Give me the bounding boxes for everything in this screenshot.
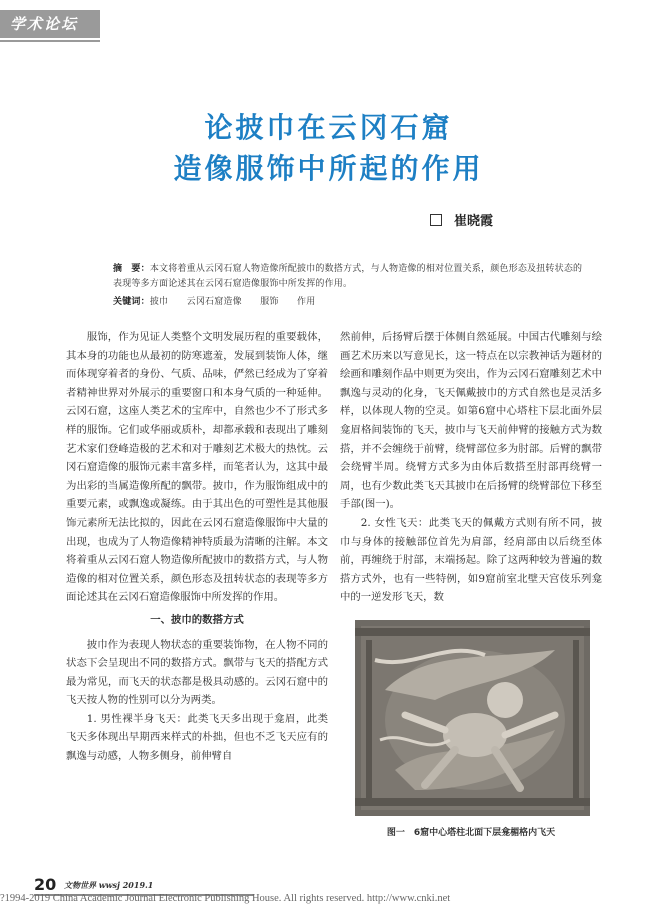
section-paragraph: 1. 男性裸半身飞天：此类飞天多出现于龛眉，此类飞天多体现出早期西来样式的朴拙，但也不乏飞天应有的飘逸与动感，人物多侧身，前伸臂自 (66, 712, 328, 763)
abstract-label: 摘 要： (113, 264, 150, 274)
column-tag: 学术论坛 (0, 10, 100, 38)
author-byline (430, 210, 493, 229)
page-number: 20 (34, 875, 57, 894)
journal-name: 文物世界 wwsj 2019.1 (64, 880, 154, 890)
keywords-text: 披巾 云冈石窟造像 服饰 作用 (149, 297, 316, 307)
figure-image (355, 620, 590, 816)
body-paragraph: 2. 女性飞天：此类飞天的佩戴方式则有所不同，披巾与身体的接触部位首先为肩部，经肩部由以后绕至体前，再缠绕于肘部，末端扬起。除了这两种较为普遍的数搭方式外，也有一些特例，如9窟前室北壁天宫伎乐列龛中的一逆发形飞天，数 (340, 516, 602, 604)
keywords-label: 关键词： (113, 297, 150, 307)
abstract-paragraph (113, 262, 583, 292)
intro-paragraph: 服饰，作为见证人类整个文明发展历程的重要载体，其本身的功能也从最初的防寒遮羞，发展到装饰人体，继而体现穿着者的身份、气质、品味，俨然已经成为了穿着者精神世界对外展示的重要窗口和本身气质的一种延伸。云冈石窟，这座人类艺术的宝库中，自然也少不了形式多样的服饰。它们或华丽或质朴，却都承载和表现出了雕刻艺术家们登峰造极的艺术和对于雕刻艺术极大的热忱。云冈石窟造像的服饰元素丰富多样，而笔者认为，这其中最为出彩的当属造像所配的飘带。披巾，作为服饰组成中的重要元素，或飘逸或凝练。由于其出色的可塑性是其他服饰元素所无法比拟的，因此在云冈石窟造像服饰中大量的出现，也成为了人物造像精神特质最为清晰的注解。本文将着重从云冈石窟人物造像所配披巾的数搭方式，与人物造像的相对位置关系，颜色形态及扭转状态的表现等多方面论述其在云冈石窟造像服饰中所发挥的作用。 (66, 331, 328, 604)
abstract-block (113, 262, 583, 310)
figure-caption: 图一 6窟中心塔柱北面下层龛楣格内飞天 (386, 828, 556, 838)
article-title-line-1: 论披巾在云冈石窟 (204, 111, 453, 144)
section-paragraph: 披巾作为表现人物状态的重要装饰物，在人物不同的状态下会呈现出不同的数搭方式。飘带与飞天的搭配方式最为常见，而飞天的状态都是极具动感的。云冈石窟中的飞天按人物的性别可以分为两类。 (66, 638, 328, 707)
author-name: 崔晓霞 (454, 214, 494, 229)
body-paragraph: 然前伸，后扬臂后摆于体侧自然延展。中国古代雕刻与绘画艺术历来以写意见长，这一特点在以宗教神话为题材的绘画和雕刻作品中则更为突出，作为云冈石窟雕刻艺术中飘逸与灵动的化身，飞天佩戴披巾的方式自然也是灵活多样，以体现人物的空灵。如第6窟中心塔柱下层北面外层龛眉格间装饰的飞天，披巾与飞天前伸臂的接触方式为数搭，并不会缠绕于前臂，绕臂部位多为肘部。后臂的飘带会绕臂半周。绕臂方式多为由体后数搭至肘部再绕臂一周，也有少数此类飞天其披巾在后扬臂的绕臂部位下移至手部(图一)。 (340, 331, 602, 511)
column-tag-underline (0, 40, 100, 42)
flying-apsara-relief-image (355, 620, 590, 816)
article-title-line-2: 造像服饰中所起的作用 (173, 152, 484, 185)
copyright-notice: ?1994-2019 China Academic Journal Electronic Publishing House. All rights reserved. http://www.cnki.net (0, 893, 451, 904)
section-heading: 一、披巾的数搭方式 (150, 613, 244, 626)
square-bullet-icon (430, 214, 442, 226)
keywords-line (113, 295, 583, 310)
body-column-left (66, 328, 328, 766)
body-column-right (340, 328, 602, 607)
abstract-text: 本文将着重从云冈石窟人物造像所配披巾的数搭方式，与人物造像的相对位置关系，颜色形态及扭转状态的表现等多方面论述其在云冈石窟造像服饰中所发挥的作用。 (113, 264, 583, 289)
